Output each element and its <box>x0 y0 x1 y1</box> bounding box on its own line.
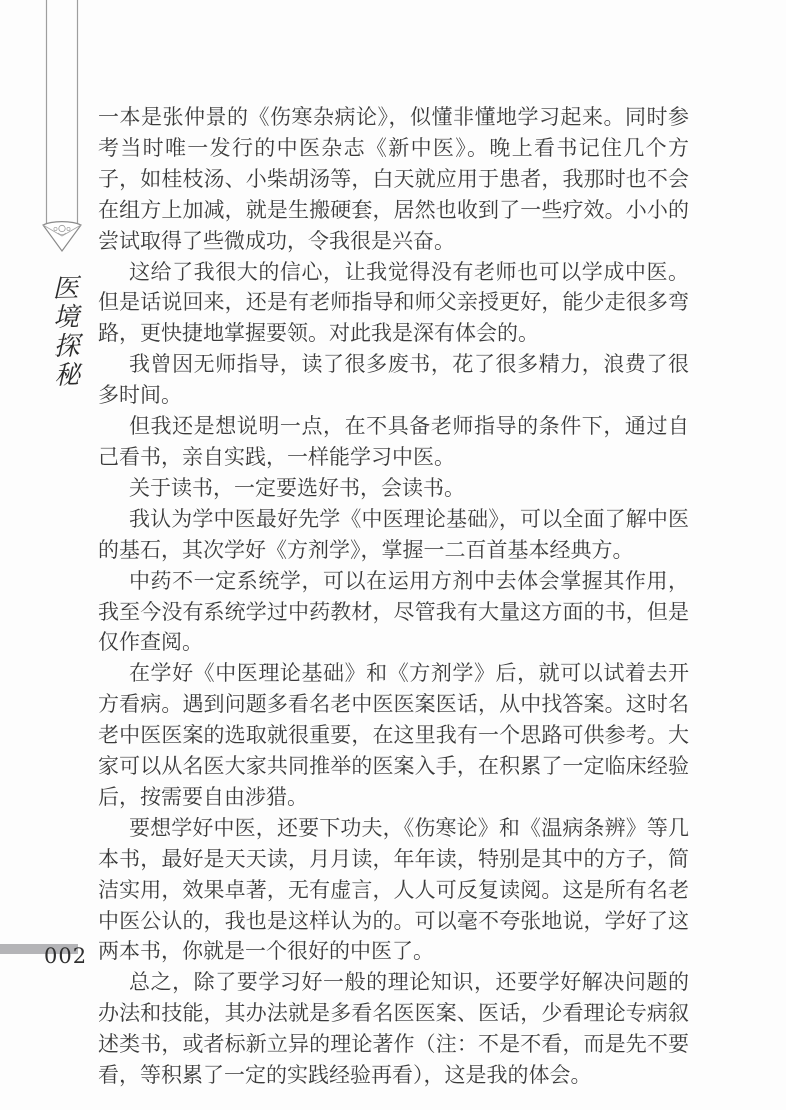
body-paragraph: 这给了我很大的信心，让我觉得没有老师也可以学成中医。但是话说回来，还是有老师指导和师父亲授更好，能少走很多弯路，更快捷地掌握要领。对此我是深有体会的。 <box>98 259 689 346</box>
book-title-vertical: 医境探秘 <box>47 273 80 391</box>
page-number: 002 <box>44 944 88 968</box>
body-paragraph: 要想学好中医，还要下功夫，《伤寒论》和《温病条辨》等几本书，最好是天天读，月月读，年年读，特别是其中的方子，简洁实用，效果卓著，无有虚言，人人可反复读阅。这是所有名老中医公认的，我也是这样认为的。可以毫不夸张地说，学好了这两本书，你就是一个很好的中医了。 <box>98 815 689 964</box>
bookmark-ribbon-pendant-icon <box>40 0 84 256</box>
body-paragraph: 我曾因无师指导，读了很多废书，花了很多精力，浪费了很多时间。 <box>98 352 689 408</box>
body-paragraph: 关于读书，一定要选好书，会读书。 <box>129 475 465 500</box>
body-paragraph: 我认为学中医最好先学《中医理论基础》，可以全面了解中医的基石，其次学好《方剂学》，掌握一二百首基本经典方。 <box>98 506 689 562</box>
body-paragraph: 一本是张仲景的《伤寒杂病论》，似懂非懂地学习起来。同时参考当时唯一发行的中医杂志《新中医》。晚上看书记住几个方子，如桂枝汤、小柴胡汤等，白天就应用于患者，我那时也不会在组方上加减，就是生搬硬套，居然也收到了一些疗效。小小的尝试取得了些微成功，令我很是兴奋。 <box>98 105 689 253</box>
body-paragraph: 中药不一定系统学，可以在运用方剂中去体会掌握其作用，我至今没有系统学过中药教材，尽管我有大量这方面的书，但是仅作查阅。 <box>98 568 689 655</box>
body-text <box>98 102 689 1091</box>
body-paragraph: 在学好《中医理论基础》和《方剂学》后，就可以试着去开方看病。遇到问题多看名老中医医案医话，从中找答案。这时名老中医医案的选取就很重要，在这里我有一个思路可供参考。大家可以从名医大家共同推举的医案入手，在积累了一定临床经验后，按需要自由涉猎。 <box>98 661 689 809</box>
body-paragraph: 总之，除了要学习好一般的理论知识，还要学好解决问题的办法和技能，其办法就是多看名医医案、医话，少看理论专病叙述类书，或者标新立异的理论著作（注：不是不看，而是先不要看，等积累了一定的实践经验再看），这是我的体会。 <box>98 970 689 1088</box>
body-paragraph: 但我还是想说明一点，在不具备老师指导的条件下，通过自己看书，亲自实践，一样能学习中医。 <box>98 414 689 469</box>
bookmark-ribbon <box>40 0 84 256</box>
